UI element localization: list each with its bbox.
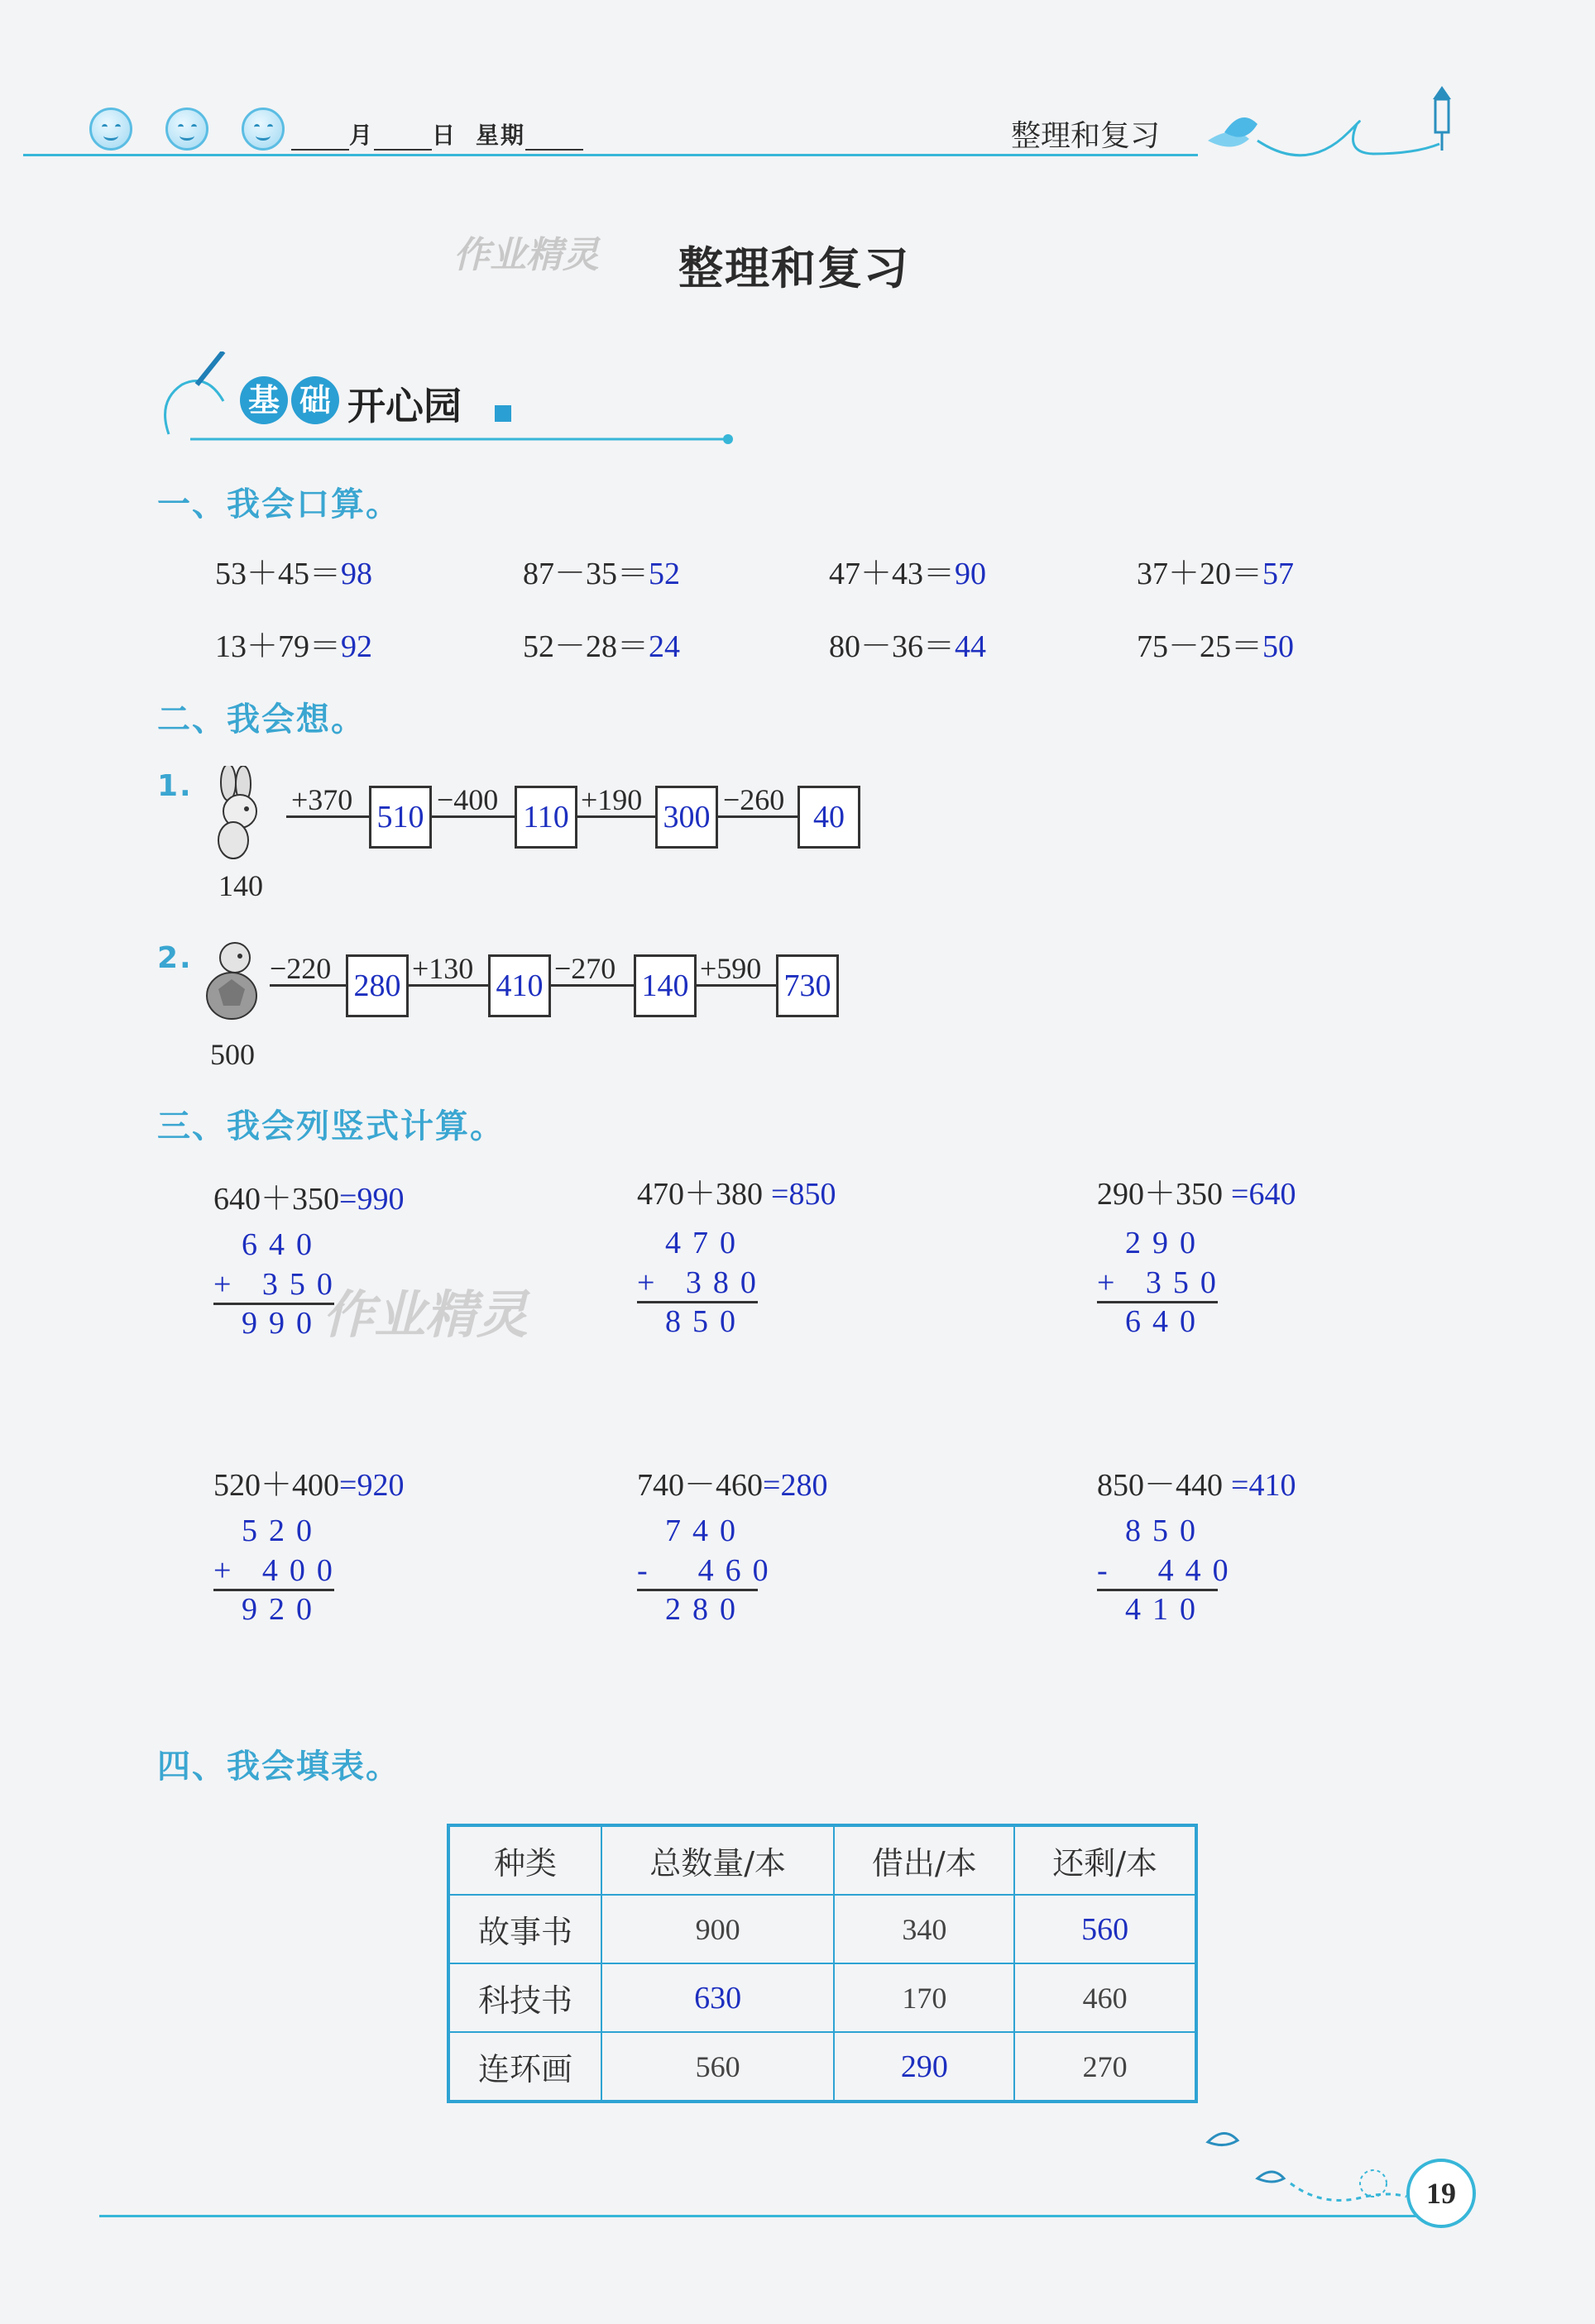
table-header-cell: 种类 <box>448 1825 601 1895</box>
smiley-icon <box>165 108 208 151</box>
banner-char: 础 <box>291 376 339 424</box>
table-header-cell: 总数量/本 <box>601 1825 834 1895</box>
oral-item: 75－25＝50 <box>1137 629 1295 664</box>
chain-box: 410 <box>488 954 551 1017</box>
chain-op: +370 <box>291 783 353 816</box>
table-row <box>448 1895 1196 1963</box>
table-cell: 290 <box>834 2032 1014 2102</box>
table-row <box>448 1963 1196 2032</box>
section-heading-2: 二、我会想。 <box>157 701 366 739</box>
page-number: 19 <box>1406 2159 1476 2228</box>
oral-item: 87－35＝52 <box>523 557 681 591</box>
vertical-problem: 290＋350 =640 290 + 350 640 <box>1097 1177 1296 1339</box>
oral-item: 80－36＝44 <box>829 629 987 664</box>
section-heading-1: 一、我会口算。 <box>157 485 400 524</box>
table-cell: 340 <box>834 1895 1014 1963</box>
oral-item: 52－28＝24 <box>523 629 681 664</box>
table-cell: 科技书 <box>448 1963 601 2032</box>
chain-op: −260 <box>723 783 785 816</box>
table-cell: 270 <box>1014 2032 1196 2102</box>
running-title: 整理和复习 <box>1011 119 1161 153</box>
bird-ornament <box>1200 2117 1415 2208</box>
footer-rule <box>99 2215 1423 2217</box>
chain-op: +190 <box>581 783 643 816</box>
page-title: 整理和复习 <box>678 242 910 294</box>
chain-op: −220 <box>270 952 332 985</box>
oral-item: 47＋43＝90 <box>829 557 987 591</box>
books-table <box>447 1824 1198 2103</box>
banner-char: 基 <box>240 376 288 424</box>
section-heading-3: 三、我会列竖式计算。 <box>157 1107 505 1145</box>
vertical-problem: 520＋400=920 520 + 400 920 <box>213 1468 405 1627</box>
vertical-problem: 850－440 =410 850 - 440 410 <box>1097 1468 1296 1627</box>
square-icon <box>495 405 511 422</box>
table-header-cell: 借出/本 <box>834 1825 1014 1895</box>
chain-start: 140 <box>218 869 263 902</box>
oral-item: 37＋20＝57 <box>1137 557 1295 591</box>
table-cell: 连环画 <box>448 2032 601 2102</box>
chain-op: −400 <box>437 783 499 816</box>
smiley-icon <box>242 108 285 151</box>
chain-start: 500 <box>210 1038 255 1071</box>
chain-box: 510 <box>369 786 432 849</box>
rabbit-icon <box>195 766 286 865</box>
vertical-problem: 740－460=280 740 - 460 280 <box>637 1468 828 1627</box>
chain-box: 40 <box>798 786 860 849</box>
chain-box: 110 <box>515 786 577 849</box>
chain-box: 280 <box>346 954 409 1017</box>
table-header-cell: 还剩/本 <box>1014 1825 1196 1895</box>
oral-item: 53＋45＝98 <box>215 557 373 591</box>
vertical-problem: 640＋350=990 640 + 350 990 <box>213 1182 405 1341</box>
chain-op: +130 <box>412 952 474 985</box>
chain-op: +590 <box>700 952 762 985</box>
vertical-problem: 470＋380 =850 470 + 380 850 <box>637 1177 836 1339</box>
table-cell: 900 <box>601 1895 834 1963</box>
chain-label: 2. <box>157 941 193 975</box>
butterfly-lamp-ornament <box>1200 74 1473 165</box>
table-cell: 170 <box>834 1963 1014 2032</box>
table-cell: 560 <box>1014 1895 1196 1963</box>
table-cell: 460 <box>1014 1963 1196 2032</box>
table-cell: 故事书 <box>448 1895 601 1963</box>
banner-title: 开心园 <box>347 384 462 428</box>
watermark: 作业精灵 <box>323 1284 529 1345</box>
watermark: 作业精灵 <box>453 234 599 276</box>
table-cell: 560 <box>601 2032 834 2102</box>
section-heading-4: 四、我会填表。 <box>157 1748 400 1786</box>
chain-box: 300 <box>655 786 718 849</box>
turtle-icon <box>195 940 275 1030</box>
oral-item: 13＋79＝92 <box>215 629 373 664</box>
table-row <box>448 2032 1196 2102</box>
date-line: 月 日 星期 <box>291 117 583 151</box>
smiley-icon <box>89 108 132 151</box>
table-cell: 630 <box>601 1963 834 2032</box>
chain-op: −270 <box>554 952 616 985</box>
table-header-row <box>448 1825 1196 1895</box>
chain-box: 730 <box>776 954 839 1017</box>
chain-box: 140 <box>634 954 697 1017</box>
chain-label: 1. <box>157 769 193 803</box>
